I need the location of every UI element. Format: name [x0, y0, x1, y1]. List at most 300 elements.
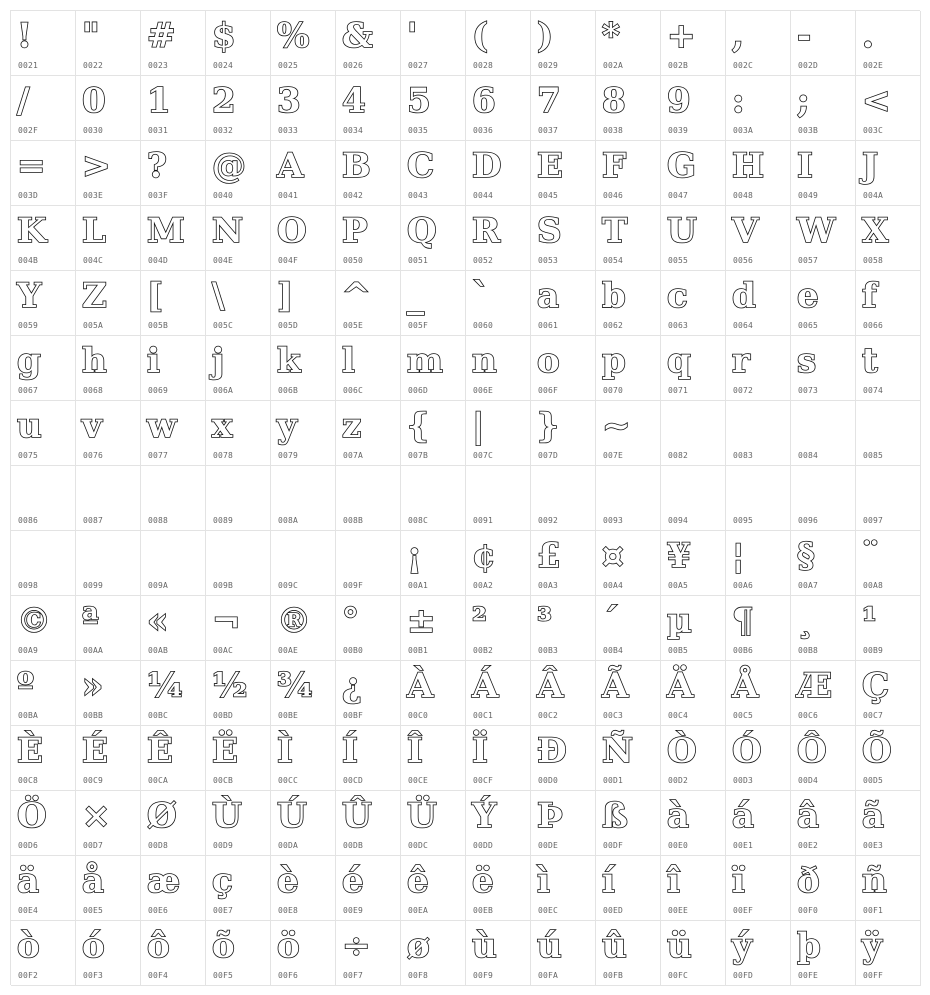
- glyph-cell: [401, 596, 466, 661]
- glyph-code-label: 00E9: [343, 906, 364, 915]
- glyph-character: z: [342, 406, 362, 446]
- glyph-code-label: 0057: [798, 256, 819, 265]
- glyph-character: Ú: [277, 796, 307, 836]
- glyph-cell: [661, 401, 726, 466]
- glyph-character: s: [797, 341, 817, 381]
- glyph-code-label: 006B: [278, 386, 299, 395]
- glyph-code-label: 00CB: [213, 776, 234, 785]
- glyph-cell: [11, 466, 76, 531]
- glyph-cell: [271, 76, 336, 141]
- glyph-character: &: [342, 16, 373, 56]
- glyph-cell: [791, 726, 856, 791]
- glyph-cell: [466, 726, 531, 791]
- glyph-code-label: 0059: [18, 321, 39, 330]
- glyph-character: Z: [82, 276, 107, 316]
- glyph-character: á: [732, 796, 755, 836]
- glyph-cell: [206, 791, 271, 856]
- glyph-character: %: [277, 16, 310, 56]
- glyph-character: 6: [472, 81, 496, 121]
- glyph-code-label: 0021: [18, 61, 39, 70]
- glyph-code-label: 00F8: [408, 971, 429, 980]
- glyph-character: Ö: [17, 796, 47, 836]
- glyph-cell: [141, 726, 206, 791]
- glyph-cell: [336, 206, 401, 271]
- glyph-character: °: [342, 601, 359, 641]
- glyph-code-label: 00E3: [863, 841, 884, 850]
- glyph-cell: [11, 856, 76, 921]
- glyph-code-label: 0086: [18, 516, 39, 525]
- glyph-code-label: 0035: [408, 126, 429, 135]
- glyph-cell: [11, 531, 76, 596]
- glyph-cell: [791, 466, 856, 531]
- glyph-cell: [141, 401, 206, 466]
- glyph-cell: [76, 921, 141, 986]
- glyph-code-label: 00D7: [83, 841, 104, 850]
- glyph-cell: [791, 921, 856, 986]
- glyph-code-label: 006D: [408, 386, 429, 395]
- glyph-character: B: [342, 146, 371, 186]
- glyph-character: ó: [82, 926, 105, 966]
- glyph-character: Ë: [212, 731, 238, 771]
- glyph-code-label: 00FC: [668, 971, 689, 980]
- glyph-character: É: [82, 731, 108, 771]
- glyph-code-label: 00FF: [863, 971, 884, 980]
- glyph-code-label: 009B: [213, 581, 234, 590]
- glyph-code-label: 003B: [798, 126, 819, 135]
- glyph-cell: [856, 271, 921, 336]
- glyph-cell: [596, 76, 661, 141]
- glyph-character: ~: [602, 406, 631, 446]
- glyph-character: :: [732, 81, 745, 121]
- glyph-code-label: 004F: [278, 256, 299, 265]
- glyph-code-label: 0039: [668, 126, 689, 135]
- glyph-character: k: [277, 341, 301, 381]
- glyph-character: Ã: [602, 666, 629, 706]
- glyph-code-label: 0029: [538, 61, 559, 70]
- glyph-character: ö: [277, 926, 300, 966]
- glyph-character: f: [862, 276, 877, 316]
- glyph-code-label: 0041: [278, 191, 299, 200]
- glyph-code-label: 0053: [538, 256, 559, 265]
- glyph-character: ø: [407, 926, 430, 966]
- glyph-character: Ç: [862, 666, 890, 706]
- glyph-code-label: 004E: [213, 256, 234, 265]
- glyph-cell: [76, 271, 141, 336]
- glyph-cell: [76, 206, 141, 271]
- glyph-cell: [11, 76, 76, 141]
- glyph-cell: [791, 791, 856, 856]
- glyph-code-label: 00D0: [538, 776, 559, 785]
- glyph-character: h: [82, 341, 107, 381]
- glyph-code-label: 0054: [603, 256, 624, 265]
- glyph-code-label: 00FE: [798, 971, 819, 980]
- glyph-cell: [531, 596, 596, 661]
- glyph-code-label: 0087: [83, 516, 104, 525]
- glyph-character: Q: [407, 211, 437, 251]
- glyph-cell: [466, 596, 531, 661]
- glyph-character: Ê: [147, 731, 173, 771]
- glyph-cell: [76, 726, 141, 791]
- glyph-character: ´: [602, 601, 619, 641]
- glyph-character: F: [602, 146, 627, 186]
- glyph-character: ¾: [277, 666, 313, 706]
- glyph-character: >: [82, 146, 111, 186]
- glyph-cell: [661, 596, 726, 661]
- glyph-code-label: 00DE: [538, 841, 559, 850]
- glyph-cell: [141, 661, 206, 726]
- glyph-code-label: 0078: [213, 451, 234, 460]
- glyph-cell: [141, 141, 206, 206]
- glyph-cell: [856, 661, 921, 726]
- glyph-code-label: 007E: [603, 451, 624, 460]
- glyph-cell: [76, 856, 141, 921]
- glyph-code-label: 00BF: [343, 711, 364, 720]
- glyph-code-label: 0067: [18, 386, 39, 395]
- glyph-code-label: 0030: [83, 126, 104, 135]
- glyph-code-label: 00A9: [18, 646, 39, 655]
- glyph-cell: [141, 466, 206, 531]
- glyph-code-label: 004D: [148, 256, 169, 265]
- glyph-cell: [11, 401, 76, 466]
- glyph-character: y: [277, 406, 297, 446]
- glyph-character: ÿ: [862, 926, 882, 966]
- glyph-code-label: 00EE: [668, 906, 689, 915]
- glyph-code-label: 0063: [668, 321, 689, 330]
- glyph-cell: [466, 336, 531, 401]
- glyph-code-label: 00EF: [733, 906, 754, 915]
- glyph-character: §: [797, 536, 815, 576]
- glyph-code-label: 00C1: [473, 711, 494, 720]
- glyph-character: }: [537, 406, 559, 446]
- glyph-code-label: 0051: [408, 256, 429, 265]
- glyph-character: ¡: [407, 536, 422, 576]
- glyph-cell: [141, 531, 206, 596]
- glyph-cell: [726, 791, 791, 856]
- glyph-character: O: [277, 211, 307, 251]
- glyph-character: G: [667, 146, 697, 186]
- glyph-character: x: [212, 406, 233, 446]
- glyph-character: È: [17, 731, 43, 771]
- glyph-character: +: [667, 16, 696, 56]
- glyph-cell: [791, 531, 856, 596]
- glyph-character: ì: [537, 861, 550, 901]
- glyph-code-label: 00F5: [213, 971, 234, 980]
- glyph-character: N: [212, 211, 244, 251]
- glyph-code-label: 005D: [278, 321, 299, 330]
- glyph-code-label: 00D2: [668, 776, 689, 785]
- glyph-code-label: 0023: [148, 61, 169, 70]
- glyph-code-label: 008A: [278, 516, 299, 525]
- glyph-cell: [661, 531, 726, 596]
- glyph-code-label: 0045: [538, 191, 559, 200]
- glyph-character: Ó: [732, 731, 762, 771]
- glyph-cell: [466, 856, 531, 921]
- glyph-character: è: [277, 861, 299, 901]
- glyph-code-label: 00D3: [733, 776, 754, 785]
- glyph-cell: [726, 921, 791, 986]
- glyph-code-label: 00BA: [18, 711, 39, 720]
- glyph-code-label: 00A3: [538, 581, 559, 590]
- glyph-character: Y: [17, 276, 42, 316]
- glyph-code-label: 00CA: [148, 776, 169, 785]
- glyph-code-label: 00FD: [733, 971, 754, 980]
- glyph-code-label: 00C2: [538, 711, 559, 720]
- glyph-code-label: 0092: [538, 516, 559, 525]
- glyph-character: i: [147, 341, 160, 381]
- glyph-code-label: 009F: [343, 581, 364, 590]
- glyph-code-label: 004A: [863, 191, 884, 200]
- glyph-code-label: 0065: [798, 321, 819, 330]
- glyph-code-label: 005B: [148, 321, 169, 330]
- glyph-cell: [531, 141, 596, 206]
- glyph-code-label: 00DA: [278, 841, 299, 850]
- glyph-code-label: 00C8: [18, 776, 39, 785]
- glyph-code-label: 00A6: [733, 581, 754, 590]
- glyph-cell: [791, 856, 856, 921]
- glyph-character: «: [147, 601, 169, 641]
- glyph-cell: [726, 11, 791, 76]
- glyph-cell: [141, 206, 206, 271]
- glyph-code-label: 00BB: [83, 711, 104, 720]
- glyph-cell: [271, 271, 336, 336]
- glyph-cell: [661, 856, 726, 921]
- glyph-code-label: 0070: [603, 386, 624, 395]
- glyph-character: p: [602, 341, 626, 381]
- glyph-code-label: 00EA: [408, 906, 429, 915]
- glyph-code-label: 0094: [668, 516, 689, 525]
- glyph-cell: [596, 856, 661, 921]
- glyph-character: õ: [212, 926, 235, 966]
- glyph-code-label: 007B: [408, 451, 429, 460]
- glyph-code-label: 009A: [148, 581, 169, 590]
- glyph-cell: [726, 141, 791, 206]
- glyph-cell: [271, 11, 336, 76]
- glyph-cell: [336, 336, 401, 401]
- glyph-cell: [791, 141, 856, 206]
- glyph-code-label: 00D9: [213, 841, 234, 850]
- glyph-character: ë: [472, 861, 494, 901]
- glyph-cell: [336, 791, 401, 856]
- glyph-cell: [661, 921, 726, 986]
- glyph-character: Õ: [862, 731, 892, 771]
- glyph-cell: [661, 76, 726, 141]
- glyph-cell: [271, 726, 336, 791]
- glyph-cell: [76, 791, 141, 856]
- glyph-character: 0: [82, 81, 106, 121]
- glyph-code-label: 0060: [473, 321, 494, 330]
- glyph-character: 2: [212, 81, 236, 121]
- glyph-code-label: 0040: [213, 191, 234, 200]
- glyph-code-label: 0038: [603, 126, 624, 135]
- glyph-cell: [401, 921, 466, 986]
- glyph-cell: [206, 206, 271, 271]
- glyph-cell: [531, 336, 596, 401]
- glyph-character: é: [342, 861, 364, 901]
- glyph-cell: [336, 76, 401, 141]
- glyph-character: $: [212, 16, 236, 56]
- glyph-cell: [11, 726, 76, 791]
- glyph-character: À: [407, 666, 434, 706]
- glyph-code-label: 0082: [668, 451, 689, 460]
- glyph-cell: [271, 401, 336, 466]
- glyph-code-label: 002F: [18, 126, 39, 135]
- glyph-character: ': [407, 16, 418, 56]
- glyph-character: Ø: [147, 796, 177, 836]
- glyph-code-label: 0049: [798, 191, 819, 200]
- glyph-character: µ: [667, 601, 692, 641]
- glyph-character: #: [147, 16, 176, 56]
- glyph-character: ü: [667, 926, 692, 966]
- glyph-character: <: [862, 81, 891, 121]
- glyph-cell: [206, 76, 271, 141]
- glyph-character: æ: [147, 861, 181, 901]
- glyph-cell: [141, 336, 206, 401]
- glyph-code-label: 007D: [538, 451, 559, 460]
- glyph-character: ¨: [862, 536, 879, 576]
- glyph-code-label: 0036: [473, 126, 494, 135]
- glyph-cell: [141, 921, 206, 986]
- glyph-character: Ü: [407, 796, 437, 836]
- glyph-character: à: [667, 796, 690, 836]
- glyph-code-label: 0026: [343, 61, 364, 70]
- glyph-code-label: 00E1: [733, 841, 754, 850]
- glyph-cell: [336, 11, 401, 76]
- glyph-cell: [726, 466, 791, 531]
- glyph-character: î: [667, 861, 680, 901]
- glyph-character: g: [17, 341, 41, 381]
- glyph-code-label: 00C9: [83, 776, 104, 785]
- glyph-cell: [466, 76, 531, 141]
- glyph-character: {: [407, 406, 429, 446]
- glyph-character: ]: [277, 276, 294, 316]
- glyph-code-label: 00A2: [473, 581, 494, 590]
- glyph-code-label: 00B1: [408, 646, 429, 655]
- glyph-code-label: 0050: [343, 256, 364, 265]
- glyph-code-label: 006E: [473, 386, 494, 395]
- glyph-cell: [726, 661, 791, 726]
- glyph-cell: [661, 271, 726, 336]
- glyph-cell: [141, 271, 206, 336]
- glyph-code-label: 00F9: [473, 971, 494, 980]
- glyph-cell: [466, 791, 531, 856]
- glyph-code-label: 00B8: [798, 646, 819, 655]
- glyph-cell: [596, 206, 661, 271]
- glyph-character: ñ: [862, 861, 887, 901]
- glyph-code-label: 00BC: [148, 711, 169, 720]
- glyph-cell: [76, 596, 141, 661]
- glyph-cell: [531, 791, 596, 856]
- glyph-cell: [856, 921, 921, 986]
- glyph-code-label: 005E: [343, 321, 364, 330]
- glyph-character: |: [472, 406, 485, 446]
- glyph-code-label: 00B0: [343, 646, 364, 655]
- glyph-code-label: 0025: [278, 61, 299, 70]
- glyph-character: =: [17, 146, 46, 186]
- glyph-cell: [596, 466, 661, 531]
- glyph-character: .: [862, 16, 874, 56]
- glyph-code-label: 0095: [733, 516, 754, 525]
- glyph-character: ¶: [732, 601, 754, 641]
- glyph-code-label: 00AA: [83, 646, 104, 655]
- glyph-cell: [141, 791, 206, 856]
- glyph-code-label: 0022: [83, 61, 104, 70]
- glyph-cell: [726, 856, 791, 921]
- glyph-code-label: 0043: [408, 191, 429, 200]
- glyph-character: P: [342, 211, 368, 251]
- glyph-character: ;: [797, 81, 810, 121]
- glyph-code-label: 0031: [148, 126, 169, 135]
- glyph-cell: [76, 401, 141, 466]
- glyph-code-label: 0069: [148, 386, 169, 395]
- glyph-character: !: [17, 16, 32, 56]
- glyph-code-label: 00CC: [278, 776, 299, 785]
- glyph-code-label: 00DF: [603, 841, 624, 850]
- glyph-character: A: [277, 146, 304, 186]
- glyph-cell: [336, 466, 401, 531]
- glyph-character: ¹: [862, 601, 877, 641]
- glyph-cell: [531, 401, 596, 466]
- glyph-code-label: 00A5: [668, 581, 689, 590]
- glyph-character: ù: [472, 926, 497, 966]
- glyph-character: m: [407, 341, 443, 381]
- glyph-cell: [596, 336, 661, 401]
- glyph-code-label: 0083: [733, 451, 754, 460]
- glyph-code-label: 004B: [18, 256, 39, 265]
- glyph-cell: [11, 336, 76, 401]
- glyph-code-label: 00F0: [798, 906, 819, 915]
- glyph-character: 7: [537, 81, 561, 121]
- glyph-cell: [76, 11, 141, 76]
- glyph-character: l: [342, 341, 355, 381]
- glyph-cell: [466, 141, 531, 206]
- glyph-code-label: 00ED: [603, 906, 624, 915]
- glyph-character: C: [407, 146, 435, 186]
- glyph-code-label: 00FB: [603, 971, 624, 980]
- glyph-cell: [401, 531, 466, 596]
- glyph-character: Ï: [472, 731, 488, 771]
- glyph-code-label: 007C: [473, 451, 494, 460]
- glyph-character: þ: [797, 926, 821, 966]
- glyph-cell: [596, 921, 661, 986]
- glyph-cell: [531, 206, 596, 271]
- glyph-cell: [401, 466, 466, 531]
- glyph-character: Ì: [277, 731, 293, 771]
- glyph-character: 8: [602, 81, 626, 121]
- glyph-code-label: 009C: [278, 581, 299, 590]
- glyph-cell: [271, 466, 336, 531]
- glyph-cell: [11, 11, 76, 76]
- glyph-cell: [661, 791, 726, 856]
- glyph-cell: [271, 921, 336, 986]
- glyph-code-label: 00AC: [213, 646, 234, 655]
- glyph-code-label: 00BE: [278, 711, 299, 720]
- glyph-code-label: 00CD: [343, 776, 364, 785]
- glyph-code-label: 003D: [18, 191, 39, 200]
- glyph-code-label: 002C: [733, 61, 754, 70]
- glyph-cell: [336, 921, 401, 986]
- glyph-code-label: 002E: [863, 61, 884, 70]
- glyph-cell: [531, 726, 596, 791]
- glyph-cell: [206, 531, 271, 596]
- glyph-cell: [466, 11, 531, 76]
- glyph-character: Í: [342, 731, 358, 771]
- glyph-character: X: [862, 211, 889, 251]
- glyph-character: ä: [17, 861, 40, 901]
- glyph-cell: [596, 791, 661, 856]
- glyph-code-label: 00F4: [148, 971, 169, 980]
- glyph-code-label: 00FA: [538, 971, 559, 980]
- glyph-cell: [76, 336, 141, 401]
